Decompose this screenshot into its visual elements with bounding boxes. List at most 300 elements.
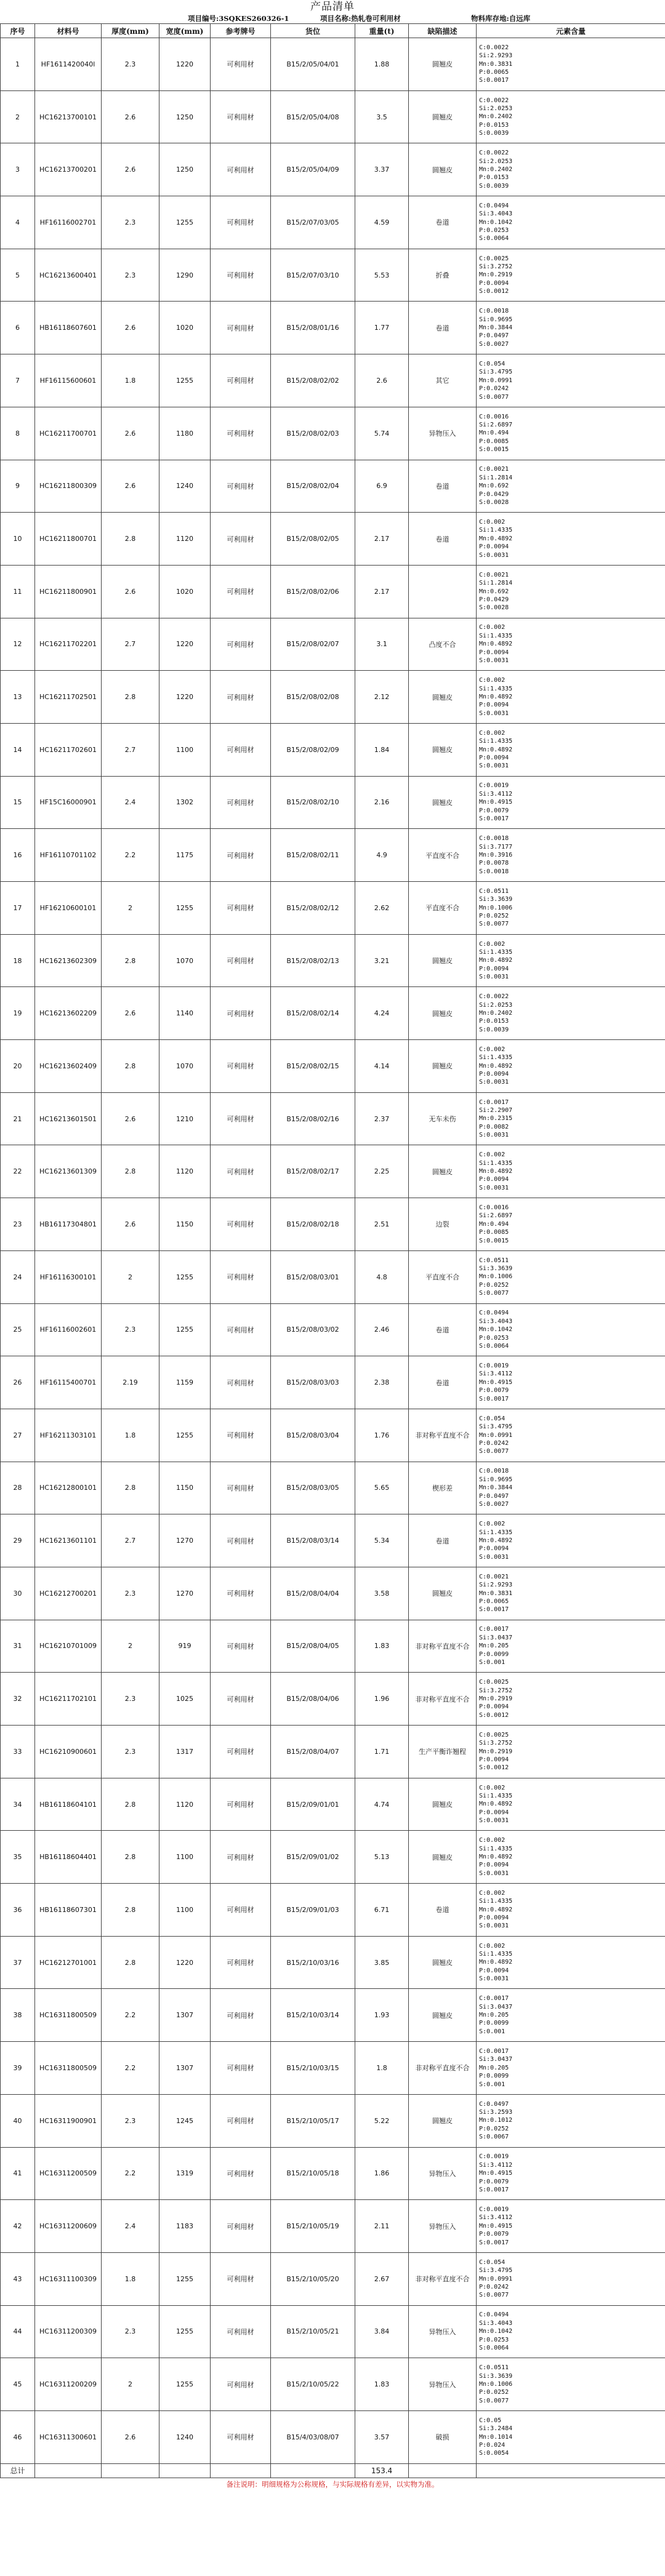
cell-location: B15/2/08/02/04 (271, 460, 355, 513)
element-content-line: C:0.0018 (479, 835, 509, 842)
cell-width: 1100 (159, 1831, 211, 1884)
cell-thickness: 2.3 (102, 1303, 159, 1356)
cell-defect: 非对称平直度不合 (409, 1409, 477, 1462)
element-content-line: C:0.002 (479, 1784, 506, 1791)
element-content-line: P:0.0085 (479, 1229, 509, 1236)
cell-row-no: 42 (1, 2200, 35, 2253)
cell-material-no: HC16213602209 (35, 987, 102, 1040)
cell-weight: 3.84 (355, 2305, 409, 2358)
cell-row-no: 18 (1, 934, 35, 987)
cell-grade: 可利用材 (211, 1831, 271, 1884)
element-content-line: Mn:0.0991 (479, 1431, 513, 1439)
cell-weight: 2.25 (355, 1145, 409, 1198)
cell-grade: 可利用材 (211, 934, 271, 987)
cell-row-no: 27 (1, 1409, 35, 1462)
cell-composition (477, 1040, 665, 1093)
cell-weight: 4.74 (355, 1778, 409, 1831)
cell-location: B15/2/08/02/06 (271, 565, 355, 618)
cell-grade: 可利用材 (211, 2410, 271, 2463)
cell-row-no: 31 (1, 1620, 35, 1673)
header-width: 宽度(mm) (159, 24, 211, 38)
cell-width: 1020 (159, 302, 211, 354)
element-content-line: Si:3.3639 (479, 2372, 513, 2380)
cell-grade: 可利用材 (211, 302, 271, 354)
cell-grade: 可利用材 (211, 2200, 271, 2253)
cell-material-no: HB16118607601 (35, 302, 102, 354)
table-row (1, 2042, 665, 2095)
element-content-line: Si:1.4335 (479, 527, 513, 534)
cell-weight: 2.37 (355, 1092, 409, 1145)
cell-material-no: HF16210600101 (35, 882, 102, 935)
cell-width: 1307 (159, 1989, 211, 2042)
cell-material-no: HF16116002701 (35, 196, 102, 249)
cell-thickness: 2.8 (102, 1778, 159, 1831)
table-body (1, 38, 665, 2464)
cell-row-no: 11 (1, 565, 35, 618)
element-content-line: Si:3.2752 (479, 1687, 513, 1694)
cell-defect: 卷道 (409, 460, 477, 513)
cell-thickness: 2.8 (102, 1936, 159, 1989)
cell-thickness: 2.7 (102, 723, 159, 776)
cell-material-no: HC16213700101 (35, 90, 102, 143)
element-content-line: Mn:0.3916 (479, 851, 513, 858)
cell-location: B15/2/08/02/03 (271, 407, 355, 460)
element-content-line: P:0.0078 (479, 860, 509, 867)
cell-thickness: 2.3 (102, 196, 159, 249)
cell-width: 1150 (159, 1198, 211, 1251)
element-content-line: P:0.0253 (479, 227, 509, 234)
total-row (1, 2463, 665, 2478)
cell-defect: 卷道 (409, 513, 477, 566)
element-content-line: Si:2.6897 (479, 1212, 513, 1220)
element-content-line: Si:2.2907 (479, 1107, 513, 1114)
cell-material-no: HC16213700201 (35, 143, 102, 196)
total-weight: 153.4 (355, 2463, 409, 2478)
cell-weight: 2.16 (355, 776, 409, 829)
cell-row-no: 24 (1, 1250, 35, 1303)
element-content-line: S:0.0067 (479, 2134, 509, 2141)
cell-thickness: 2.3 (102, 249, 159, 302)
cell-defect: 圆翘皮 (409, 1145, 477, 1198)
cell-defect: 圆翘皮 (409, 1040, 477, 1093)
cell-composition (477, 2094, 665, 2147)
element-content-line: P:0.0094 (479, 649, 509, 656)
header-material-no: 材料号 (35, 24, 102, 38)
cell-weight: 3.58 (355, 1567, 409, 1620)
element-content-line: Mn:0.4915 (479, 799, 513, 806)
cell-defect: 异物压入 (409, 2200, 477, 2253)
cell-composition (477, 1989, 665, 2042)
element-content-line: C:0.05 (479, 2417, 502, 2424)
element-content-line: P:0.0497 (479, 332, 509, 340)
cell-weight: 3.21 (355, 934, 409, 987)
cell-location: B15/2/08/04/05 (271, 1620, 355, 1673)
cell-row-no: 36 (1, 1884, 35, 1937)
cell-defect: 异物压入 (409, 2147, 477, 2200)
cell-material-no: HC16211702501 (35, 671, 102, 724)
cell-thickness: 2.3 (102, 2094, 159, 2147)
cell-material-no: HC16311800509 (35, 2042, 102, 2095)
element-content-line: Si:3.2752 (479, 263, 513, 270)
element-content-line: S:0.0064 (479, 235, 509, 242)
table-row (1, 2410, 665, 2463)
element-content-line: Si:1.2814 (479, 474, 513, 481)
cell-location: B15/2/08/03/02 (271, 1303, 355, 1356)
cell-material-no: HC16211702101 (35, 1673, 102, 1726)
cell-row-no: 13 (1, 671, 35, 724)
table-row (1, 407, 665, 460)
cell-thickness: 1.8 (102, 354, 159, 407)
cell-row-no: 14 (1, 723, 35, 776)
table-row (1, 196, 665, 249)
element-content-line: S:0.0054 (479, 2450, 509, 2457)
element-content-line: S:0.0031 (479, 1079, 509, 1086)
element-content-line: S:0.0031 (479, 1184, 509, 1191)
table-row (1, 1356, 665, 1409)
cell-width: 1255 (159, 1250, 211, 1303)
cell-location: B15/2/10/05/21 (271, 2305, 355, 2358)
element-content-line: C:0.0022 (479, 993, 509, 1001)
cell-location: B15/2/08/02/08 (271, 671, 355, 724)
cell-thickness: 2.2 (102, 829, 159, 882)
element-content-line: P:0.0242 (479, 1439, 509, 1447)
cell-grade: 可利用材 (211, 671, 271, 724)
cell-grade: 可利用材 (211, 1567, 271, 1620)
table-row (1, 1567, 665, 1620)
cell-composition (477, 354, 665, 407)
cell-width: 1250 (159, 90, 211, 143)
cell-location: B15/2/10/05/19 (271, 2200, 355, 2253)
table-row (1, 354, 665, 407)
table-row (1, 460, 665, 513)
cell-width: 1240 (159, 2410, 211, 2463)
cell-location: B15/2/08/02/16 (271, 1092, 355, 1145)
element-content-line: P:0.0252 (479, 1281, 509, 1289)
cell-grade: 可利用材 (211, 1356, 271, 1409)
cell-grade: 可利用材 (211, 2358, 271, 2411)
header-location: 货位 (271, 24, 355, 38)
cell-defect: 非对称平直度不合 (409, 2252, 477, 2305)
cell-material-no: HC16212800101 (35, 1462, 102, 1514)
element-content-line: Si:0.9695 (479, 316, 513, 323)
cell-weight: 2.38 (355, 1356, 409, 1409)
cell-width: 919 (159, 1620, 211, 1673)
cell-thickness: 2 (102, 1620, 159, 1673)
project-name: 项目名称:热轧卷可利用材 (320, 14, 401, 23)
cell-grade: 可利用材 (211, 90, 271, 143)
element-content-line: P:0.0099 (479, 2073, 509, 2080)
cell-location: B15/4/03/08/07 (271, 2410, 355, 2463)
element-content-line: S:0.0015 (479, 1237, 509, 1244)
cell-location: B15/2/05/04/08 (271, 90, 355, 143)
cell-width: 1255 (159, 354, 211, 407)
cell-width: 1220 (159, 38, 211, 91)
cell-grade: 可利用材 (211, 987, 271, 1040)
element-content-line: P:0.0094 (479, 1914, 509, 1922)
cell-width: 1255 (159, 196, 211, 249)
cell-grade: 可利用材 (211, 1726, 271, 1778)
cell-thickness: 2.8 (102, 1040, 159, 1093)
element-content-line: Si:3.4795 (479, 1423, 513, 1431)
cell-grade: 可利用材 (211, 1514, 271, 1567)
cell-grade: 可利用材 (211, 38, 271, 91)
table-row (1, 2200, 665, 2253)
element-content-line: Mn:0.3831 (479, 1590, 513, 1597)
cell-defect: 异物压入 (409, 2358, 477, 2411)
table-row (1, 2358, 665, 2411)
cell-location: B15/2/05/04/09 (271, 143, 355, 196)
cell-row-no: 3 (1, 143, 35, 196)
element-content-line: C:0.0021 (479, 466, 509, 473)
table-row (1, 1726, 665, 1778)
cell-material-no: HC16211702201 (35, 618, 102, 671)
element-content-line: P:0.0094 (479, 702, 509, 709)
element-content-line: C:0.0017 (479, 1098, 509, 1106)
table-row (1, 249, 665, 302)
cell-grade: 可利用材 (211, 1303, 271, 1356)
cell-row-no: 30 (1, 1567, 35, 1620)
cell-defect: 圆翘皮 (409, 671, 477, 724)
table-row (1, 882, 665, 935)
element-content-line: Si:3.2593 (479, 2109, 513, 2116)
cell-thickness: 2.6 (102, 302, 159, 354)
element-content-line: S:0.0027 (479, 340, 509, 348)
element-content-line: Si:1.2814 (479, 580, 513, 587)
header-defect: 缺陷描述 (409, 24, 477, 38)
cell-composition (477, 618, 665, 671)
cell-composition (477, 1409, 665, 1462)
cell-weight: 5.53 (355, 249, 409, 302)
cell-material-no: HC16311800509 (35, 1989, 102, 2042)
element-content-line: P:0.0099 (479, 2020, 509, 2027)
element-content-line: Mn:0.4892 (479, 1537, 513, 1544)
cell-thickness: 2.6 (102, 90, 159, 143)
table-row (1, 1040, 665, 1093)
element-content-line: P:0.0094 (479, 1703, 509, 1711)
cell-location: B15/2/08/02/14 (271, 987, 355, 1040)
cell-weight: 1.86 (355, 2147, 409, 2200)
cell-grade: 可利用材 (211, 1673, 271, 1726)
cell-row-no: 20 (1, 1040, 35, 1093)
element-content-line: C:0.054 (479, 2258, 506, 2266)
cell-weight: 1.83 (355, 2358, 409, 2411)
element-content-line: P:0.0429 (479, 490, 509, 498)
element-content-line: Si:3.2484 (479, 2425, 513, 2433)
element-content-line: S:0.0077 (479, 2292, 509, 2299)
cell-defect: 楔形差 (409, 1462, 477, 1514)
cell-defect: 圆翘皮 (409, 1567, 477, 1620)
element-content-line: C:0.002 (479, 1837, 506, 1844)
cell-defect: 圆翘皮 (409, 776, 477, 829)
element-content-line: Mn:0.2919 (479, 271, 513, 279)
table-row (1, 513, 665, 566)
cell-row-no: 29 (1, 1514, 35, 1567)
element-content-line: Mn:0.3844 (479, 1484, 513, 1492)
cell-location: B15/2/08/04/04 (271, 1567, 355, 1620)
element-content-line: Si:0.9695 (479, 1476, 513, 1483)
cell-defect: 凸度不合 (409, 618, 477, 671)
cell-material-no: HF15C16000901 (35, 776, 102, 829)
cell-thickness: 2.2 (102, 1989, 159, 2042)
cell-row-no: 38 (1, 1989, 35, 2042)
element-content-line: S:0.0031 (479, 1975, 509, 1983)
element-content-line: Mn:0.2315 (479, 1115, 513, 1122)
cell-weight: 3.1 (355, 618, 409, 671)
cell-row-no: 8 (1, 407, 35, 460)
cell-row-no: 2 (1, 90, 35, 143)
cell-row-no: 21 (1, 1092, 35, 1145)
cell-width: 1100 (159, 1884, 211, 1937)
element-content-line: Mn:0.692 (479, 482, 509, 490)
element-content-line: C:0.0018 (479, 308, 509, 315)
element-content-line: C:0.0017 (479, 1995, 509, 2002)
element-content-line: Mn:0.0991 (479, 377, 513, 384)
cell-composition (477, 882, 665, 935)
cell-composition (477, 407, 665, 460)
element-content-line: C:0.0022 (479, 97, 509, 104)
element-content-line: C:0.002 (479, 677, 506, 684)
cell-weight: 3.85 (355, 1936, 409, 1989)
table-row (1, 1198, 665, 1251)
cell-material-no: HC16311900901 (35, 2094, 102, 2147)
cell-thickness: 2.3 (102, 38, 159, 91)
cell-material-no: HF16116300101 (35, 1250, 102, 1303)
cell-row-no: 12 (1, 618, 35, 671)
element-content-line: C:0.0016 (479, 413, 509, 420)
cell-grade: 可利用材 (211, 1884, 271, 1937)
element-content-line: Mn:0.1012 (479, 2117, 513, 2124)
element-content-line: C:0.0022 (479, 44, 509, 51)
cell-material-no: HC16213601101 (35, 1514, 102, 1567)
table-row (1, 2252, 665, 2305)
element-content-line: Si:3.4795 (479, 369, 513, 376)
cell-thickness: 2.6 (102, 987, 159, 1040)
cell-weight: 2.17 (355, 565, 409, 618)
storage-location: 物料库存地:自远库 (471, 14, 531, 23)
cell-row-no: 34 (1, 1778, 35, 1831)
cell-thickness: 2.3 (102, 1726, 159, 1778)
element-content-line: C:0.002 (479, 1942, 506, 1950)
cell-grade: 可利用材 (211, 196, 271, 249)
header-thickness: 厚度(mm) (102, 24, 159, 38)
element-content-line: P:0.0429 (479, 596, 509, 603)
cell-defect: 平直度不合 (409, 1250, 477, 1303)
element-content-line: C:0.0494 (479, 1310, 509, 1317)
cell-material-no: HB16117304801 (35, 1198, 102, 1251)
cell-thickness: 2.6 (102, 1092, 159, 1145)
element-content-line: P:0.0065 (479, 1598, 509, 1605)
cell-grade: 可利用材 (211, 2094, 271, 2147)
element-content-line: S:0.0012 (479, 288, 509, 295)
element-content-line: P:0.0153 (479, 174, 509, 182)
cell-material-no: HC16210900601 (35, 1726, 102, 1778)
cell-thickness: 2.4 (102, 776, 159, 829)
element-content-line: P:0.0094 (479, 543, 509, 551)
table-row (1, 1409, 665, 1462)
element-content-line: P:0.0252 (479, 913, 509, 920)
cell-weight: 1.83 (355, 1620, 409, 1673)
element-content-line: S:0.0018 (479, 868, 509, 875)
cell-row-no: 5 (1, 249, 35, 302)
table-row (1, 776, 665, 829)
element-content-line: Mn:0.1006 (479, 1273, 513, 1281)
cell-location: B15/2/08/03/04 (271, 1409, 355, 1462)
cell-grade: 可利用材 (211, 1250, 271, 1303)
element-content-line: Mn:0.4892 (479, 957, 513, 964)
cell-grade: 可利用材 (211, 1092, 271, 1145)
cell-grade: 可利用材 (211, 460, 271, 513)
element-content-line: S:0.0031 (479, 1817, 509, 1825)
table-row (1, 565, 665, 618)
table-row (1, 671, 665, 724)
cell-composition (477, 2147, 665, 2200)
cell-grade: 可利用材 (211, 1409, 271, 1462)
cell-composition (477, 1514, 665, 1567)
cell-composition (477, 723, 665, 776)
cell-weight: 3.5 (355, 90, 409, 143)
table-row (1, 38, 665, 91)
cell-width: 1240 (159, 460, 211, 513)
cell-weight: 1.71 (355, 1726, 409, 1778)
cell-weight: 5.34 (355, 1514, 409, 1567)
element-content-line: C:0.0019 (479, 782, 509, 790)
element-content-line: Mn:0.3831 (479, 60, 513, 68)
element-content-line: Si:1.4335 (479, 1054, 513, 1062)
cell-material-no: HF16115400701 (35, 1356, 102, 1409)
table-row (1, 2305, 665, 2358)
element-content-line: S:0.0017 (479, 1395, 509, 1402)
header-grade: 参考牌号 (211, 24, 271, 38)
element-content-line: Mn:0.4892 (479, 693, 513, 700)
element-content-line: S:0.0027 (479, 1500, 509, 1508)
cell-row-no: 15 (1, 776, 35, 829)
header-no: 序号 (1, 24, 35, 38)
cell-composition (477, 671, 665, 724)
cell-row-no: 28 (1, 1462, 35, 1514)
cell-material-no: HC16311200209 (35, 2358, 102, 2411)
element-content-line: Mn:0.1042 (479, 1326, 513, 1334)
cell-material-no: HC16211702601 (35, 723, 102, 776)
cell-row-no: 39 (1, 2042, 35, 2095)
table-row (1, 1778, 665, 1831)
element-content-line: Mn:0.3844 (479, 324, 513, 332)
cell-thickness: 2 (102, 1250, 159, 1303)
cell-thickness: 2.7 (102, 1514, 159, 1567)
element-content-line: Mn:0.4892 (479, 1906, 513, 1913)
element-content-line: C:0.054 (479, 360, 506, 367)
element-content-line: Mn:0.205 (479, 2012, 509, 2019)
cell-width: 1183 (159, 2200, 211, 2253)
cell-defect: 平直度不合 (409, 829, 477, 882)
table-row (1, 1514, 665, 1567)
cell-weight: 1.88 (355, 38, 409, 91)
cell-location: B15/2/08/02/13 (271, 934, 355, 987)
cell-defect: 边裂 (409, 1198, 477, 1251)
cell-composition (477, 2042, 665, 2095)
cell-thickness: 2.3 (102, 1567, 159, 1620)
cell-grade: 可利用材 (211, 1145, 271, 1198)
cell-row-no: 26 (1, 1356, 35, 1409)
cell-weight: 4.9 (355, 829, 409, 882)
table-row (1, 723, 665, 776)
cell-composition (477, 1567, 665, 1620)
cell-defect: 卷道 (409, 1514, 477, 1567)
element-content-line: S:0.0015 (479, 446, 509, 454)
cell-weight: 2.6 (355, 354, 409, 407)
element-content-line: Si:1.4335 (479, 1951, 513, 1958)
cell-weight: 1.8 (355, 2042, 409, 2095)
cell-defect: 圆翘皮 (409, 934, 477, 987)
